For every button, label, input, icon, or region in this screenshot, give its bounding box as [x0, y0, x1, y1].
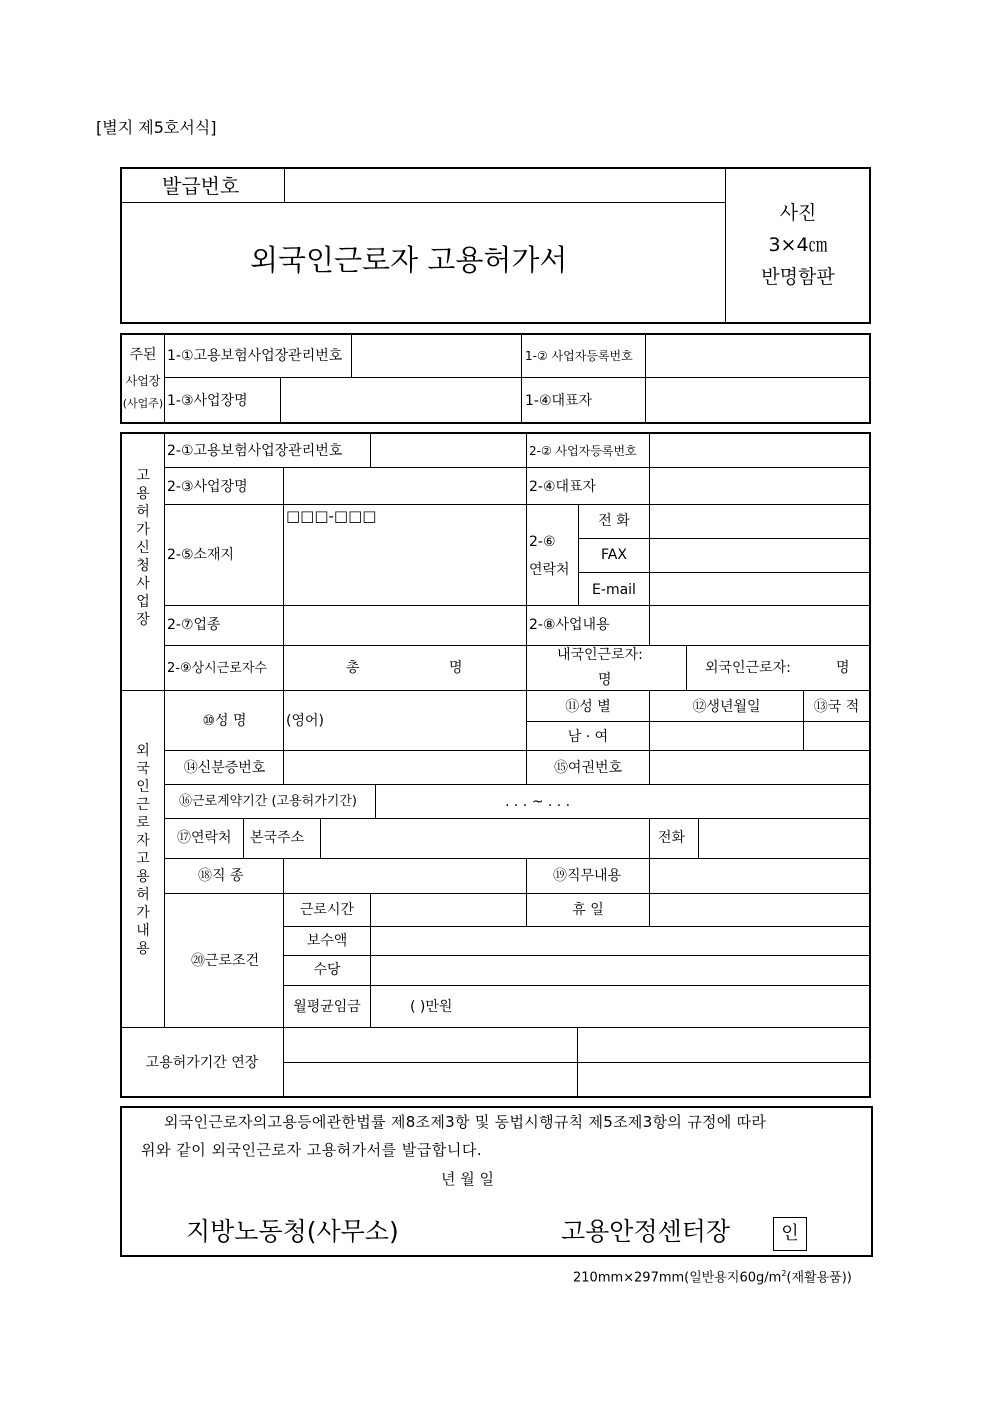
- photo-type: 반명함판: [761, 266, 835, 288]
- field-20-label: ⑳근로조건: [191, 953, 260, 969]
- field-2-8-label: 2-⑧사업내용: [529, 617, 610, 633]
- form-title: 외국인근로자 고용허가서: [250, 243, 568, 277]
- field-2-1-label: 2-①고용보험사업장관리번호: [167, 443, 343, 459]
- section1-label-1: 주된: [129, 347, 157, 363]
- pay-label: 보수액: [306, 933, 348, 949]
- field-2-9-label: 2-⑨상시근로자수: [167, 661, 267, 676]
- field-2-7-label: 2-⑦업종: [167, 617, 221, 633]
- paper-superscript: 2: [781, 1269, 787, 1278]
- extension-input-3[interactable]: [285, 1064, 576, 1096]
- extension-input-2[interactable]: [579, 1029, 868, 1061]
- section1-label-2: 사업장: [125, 374, 161, 388]
- field-17-label: ⑰연락처: [177, 830, 232, 846]
- domestic-unit: 명: [598, 672, 612, 688]
- field-1-1-input[interactable]: [353, 336, 519, 376]
- email-input[interactable]: [651, 574, 868, 604]
- work-hours-label: 근로시간: [299, 902, 355, 918]
- extension-input-4[interactable]: [579, 1064, 868, 1096]
- allowance-input[interactable]: [372, 957, 868, 984]
- field-1-1-label: 1-①고용보험사업장관리번호: [167, 348, 343, 364]
- paper-spec: [573, 1270, 852, 1284]
- foreign-label: 외국인근로자:: [705, 660, 791, 676]
- avg-wage-input[interactable]: ( )만원: [410, 999, 453, 1015]
- field-16-label: ⑯근로계약기간 (고용허가기간): [179, 794, 357, 809]
- field-12-input[interactable]: [651, 723, 802, 749]
- field-12-label: ⑫생년월일: [692, 699, 761, 715]
- field-2-6-label-1: 2-⑥: [529, 534, 556, 550]
- statement-line-2: 위와 같이 외국인근로자 고용허가서를 발급합니다.: [141, 1141, 483, 1159]
- phone-label: 전 화: [598, 513, 630, 529]
- field-2-2-input[interactable]: [651, 435, 868, 466]
- field-18-input[interactable]: [285, 860, 525, 892]
- field-14-input[interactable]: [285, 752, 525, 783]
- field-10-label: ⑩성 명: [202, 713, 247, 729]
- contract-period-input[interactable]: . . . ~ . . .: [505, 794, 571, 810]
- phone-input[interactable]: [651, 506, 868, 537]
- phone2-label: 전화: [658, 830, 686, 846]
- issue-date[interactable]: 년 월 일: [441, 1170, 495, 1188]
- field-11-label: ⑪성 별: [565, 699, 611, 715]
- statement-line-1: 외국인근로자의고용등에관한법률 제8조제3항 및 동법시행규칙 제5조제3항의 규정에 따라: [164, 1113, 767, 1131]
- holidays-input[interactable]: [651, 895, 868, 925]
- total-unit: 명: [449, 660, 463, 676]
- home-address-input[interactable]: [322, 820, 648, 857]
- seal-box: 인: [773, 1217, 807, 1251]
- allowance-label: 수당: [313, 962, 341, 978]
- home-address-label: 본국주소: [250, 830, 305, 846]
- postcode-boxes[interactable]: □□□-□□□: [286, 507, 377, 525]
- issuing-office: 지방노동청(사무소): [186, 1217, 399, 1246]
- field-2-3-input[interactable]: [285, 469, 525, 503]
- email-label: E-mail: [592, 582, 636, 598]
- section2-label: 고용허가 신청 사업장: [136, 468, 150, 628]
- section1-label-3: (사업주): [122, 397, 164, 410]
- field-14-label: ⑭신분증번호: [183, 760, 266, 776]
- field-2-2-label: 2-② 사업자등록번호: [529, 444, 637, 458]
- field-1-2-input[interactable]: [647, 336, 868, 376]
- field-2-5-label: 2-⑤소재지: [167, 547, 235, 563]
- paper-size: 210mm×297mm(일반용지60g/m: [573, 1270, 782, 1286]
- extension-label: 고용허가기간 연장: [145, 1055, 259, 1071]
- field-15-label: ⑮여권번호: [553, 760, 623, 776]
- field-2-4-input[interactable]: [651, 469, 868, 503]
- domestic-label: 내국인근로자:: [557, 647, 643, 663]
- work-hours-input[interactable]: [372, 895, 525, 925]
- issue-number-label: 발급번호: [162, 174, 240, 198]
- field-18-label: ⑱직 종: [198, 868, 244, 884]
- field-15-input[interactable]: [651, 752, 868, 783]
- issue-number-field[interactable]: [286, 169, 723, 201]
- field-1-2-label: 1-② 사업자등록번호: [525, 349, 633, 363]
- field-19-label: ⑲직무내용: [553, 868, 622, 884]
- english-label: (영어): [286, 713, 324, 729]
- holidays-label: 휴 일: [572, 902, 604, 918]
- field-2-8-input[interactable]: [651, 607, 868, 644]
- foreign-unit: 명: [836, 660, 850, 676]
- center-head: 고용안정센터장: [561, 1217, 731, 1246]
- field-1-4-label: 1-④대표자: [525, 393, 593, 409]
- field-1-4-input[interactable]: [647, 379, 868, 422]
- field-2-3-label: 2-③사업장명: [167, 479, 248, 495]
- field-13-input[interactable]: [805, 723, 868, 749]
- field-1-3-input[interactable]: [282, 379, 520, 422]
- field-10-input[interactable]: [330, 692, 525, 749]
- field-19-input[interactable]: [651, 860, 868, 892]
- paper-recycled: (재활용품)): [786, 1270, 852, 1286]
- extension-input-1[interactable]: [285, 1029, 576, 1061]
- field-2-7-input[interactable]: [285, 607, 525, 644]
- field-2-4-label: 2-④대표자: [529, 479, 597, 495]
- photo-size: 3×4㎝: [768, 234, 828, 256]
- avg-wage-label: 월평균임금: [293, 999, 361, 1015]
- field-2-1-input[interactable]: [372, 435, 524, 466]
- fax-label: FAX: [601, 547, 627, 563]
- total-label: 총: [346, 660, 360, 676]
- field-2-6-label-2: 연락처: [529, 562, 570, 578]
- phone2-input[interactable]: [700, 820, 868, 857]
- photo-label: 사진: [779, 202, 817, 224]
- field-13-label: ⑬국 적: [813, 699, 860, 715]
- form-label: [별지 제5호서식]: [96, 118, 217, 137]
- pay-input[interactable]: [372, 928, 868, 954]
- fax-input[interactable]: [651, 540, 868, 571]
- field-1-3-label: 1-③사업장명: [167, 393, 248, 409]
- gender-options[interactable]: 남 · 여: [567, 729, 609, 745]
- section3-label: 외국인근로자고용허가 내용: [136, 743, 150, 957]
